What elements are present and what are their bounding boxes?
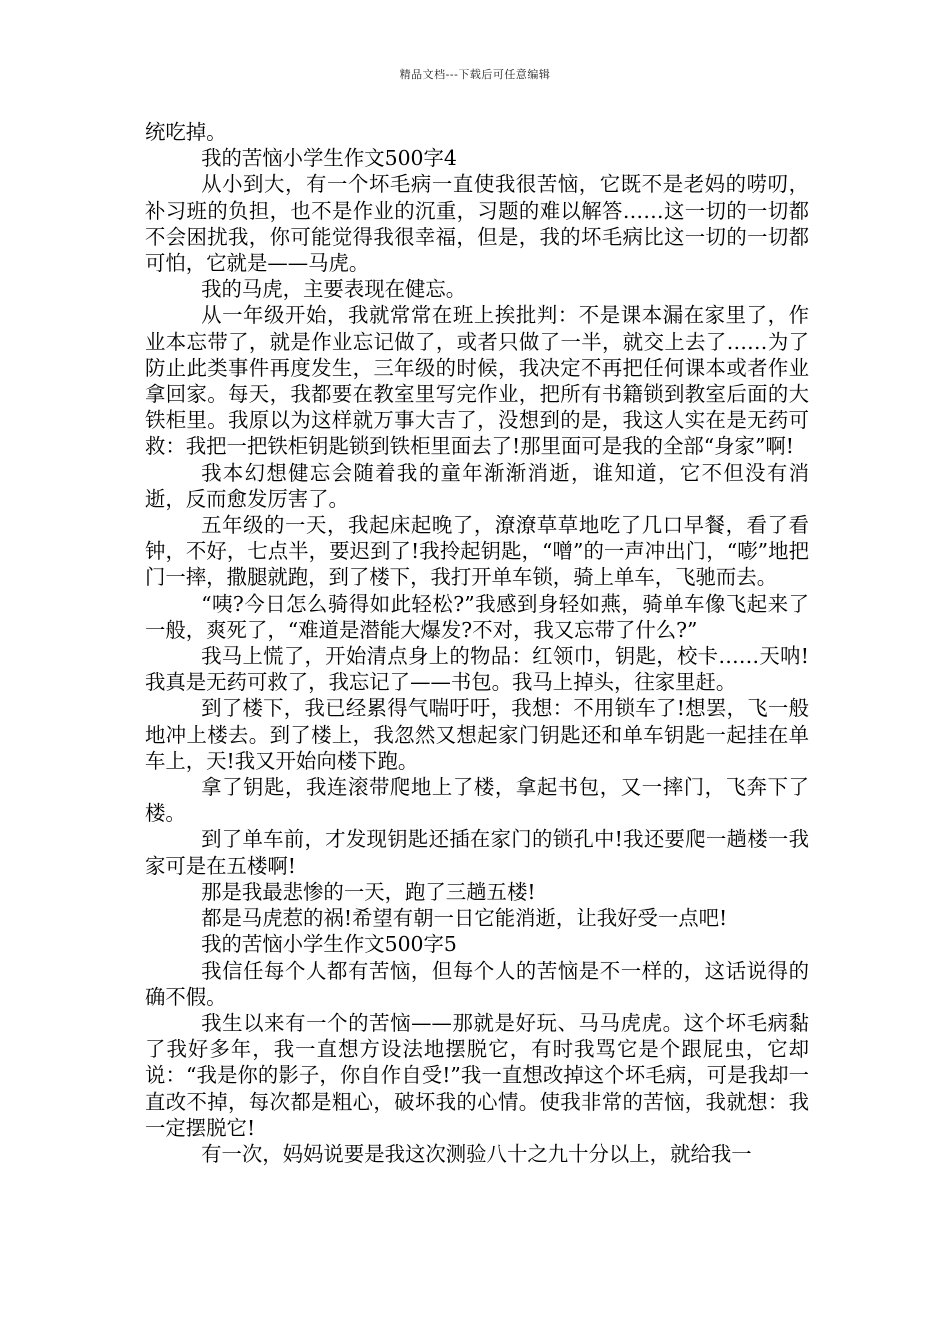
section-title: 我的苦恼小学生作文500字5 — [201, 932, 457, 957]
page-header: 精品文档---下载后可任意编辑 — [399, 68, 551, 81]
paragraph: 我生以来有一个的苦恼——那就是好玩、马马虎虎。这个坏毛病黏了我好多年，我一直想方设法地摆脱它，有时我骂它是个跟屁虫，它却说：“我是你的影子，你自作自受!”我一直想改掉这个坏毛病，可是我却一直改不掉，每次都是粗心，破坏我的心情。使我非常的苦恼，我就想：我一定摆脱它! — [145, 1010, 809, 1140]
paragraph: 五年级的一天，我起床起晚了，潦潦草草地吃了几口早餐，看了看钟，不好，七点半，要迟到了!我拎起钥匙，“噌”的一声冲出门，“嘭”地把门一摔，撒腿就跑，到了楼下，我打开单车锁，骑上单车，飞驰而去。 — [145, 513, 809, 590]
paragraph: “咦?今日怎么骑得如此轻松?”我感到身轻如燕，骑单车像飞起来了一般，爽死了，“难道是潜能大爆发?不对，我又忘带了什么?” — [145, 591, 809, 642]
paragraph: 到了楼下，我已经累得气喘吁吁，我想：不用锁车了!想罢，飞一般地冲上楼去。到了楼上，我忽然又想起家门钥匙还和单车钥匙一起挂在单车上，天!我又开始向楼下跑。 — [145, 696, 809, 773]
paragraph: 那是我最悲惨的一天，跑了三趟五楼! — [201, 879, 536, 904]
paragraph: 我的马虎，主要表现在健忘。 — [201, 277, 467, 302]
paragraph: 统吃掉。 — [145, 120, 227, 144]
section-title: 我的苦恼小学生作文500字4 — [201, 146, 457, 171]
paragraph: 从小到大，有一个坏毛病一直使我很苦恼，它既不是老妈的唠叨，补习班的负担，也不是作业的沉重，习题的难以解答……这一切的一切都不会困扰我，你可能觉得我很幸福，但是，我的坏毛病比这一切的一切都可怕，它就是——马虎。 — [145, 172, 809, 276]
paragraph: 有一次，妈妈说要是我这次测验八十之九十分以上，就给我一 — [201, 1141, 752, 1166]
paragraph: 拿了钥匙，我连滚带爬地上了楼，拿起书包，又一摔门，飞奔下了楼。 — [145, 775, 809, 826]
paragraph: 我本幻想健忘会随着我的童年渐渐消逝，谁知道，它不但没有消逝，反而愈发厉害了。 — [145, 460, 809, 511]
paragraph: 都是马虎惹的祸!希望有朝一日它能消逝，让我好受一点吧! — [201, 906, 728, 931]
paragraph: 我马上慌了，开始清点身上的物品：红领巾，钥匙，校卡……天呐!我真是无药可救了，我忘记了——书包。我马上掉头，往家里赶。 — [145, 644, 809, 695]
document-body — [145, 119, 809, 1167]
paragraph: 到了单车前，才发现钥匙还插在家门的锁孔中!我还要爬一趟楼一我家可是在五楼啊! — [145, 827, 809, 878]
paragraph: 从一年级开始，我就常常在班上挨批判：不是课本漏在家里了，作业本忘带了，就是作业忘记做了，或者只做了一半，就交上去了……为了防止此类事件再度发生，三年级的时候，我决定不再把任何课本或者作业拿回家。每天，我都要在教室里写完作业，把所有书籍锁到教室后面的大铁柜里。我原以为这样就万事大吉了，没想到的是，我这人实在是无药可救：我把一把铁柜钥匙锁到铁柜里面去了!那里面可是我的全部“身家”啊! — [145, 303, 809, 459]
paragraph: 我信任每个人都有苦恼，但每个人的苦恼是不一样的，这话说得的确不假。 — [145, 958, 809, 1009]
